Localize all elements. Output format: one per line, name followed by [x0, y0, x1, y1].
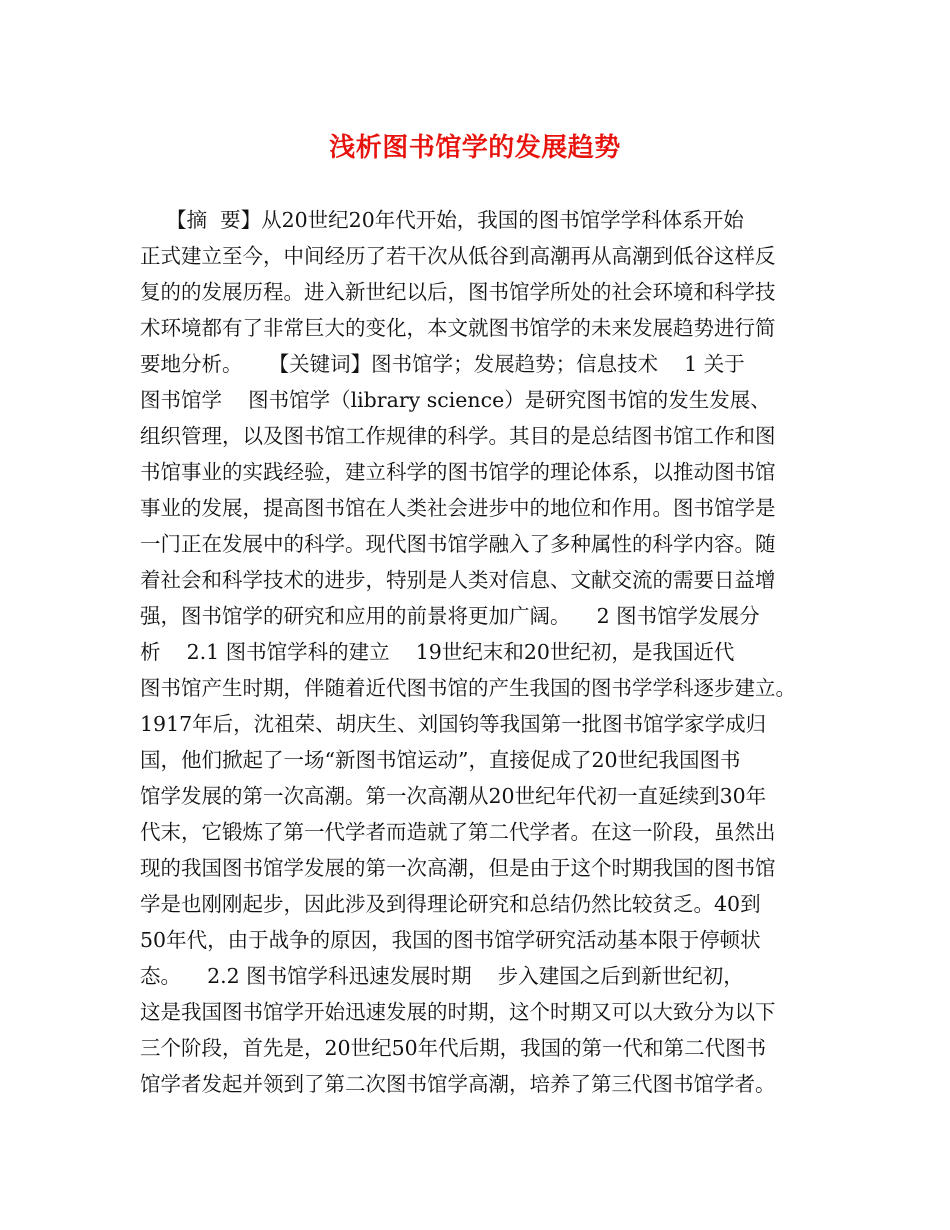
body-line: 馆学发展的第一次高潮。第一次高潮从20世纪年代初一直延续到30年 [140, 784, 767, 808]
body-line: 要地分析。 【关键词】图书馆学；发展趋势；信息技术 1 关于 [140, 352, 745, 376]
body-line: 析 2.1 图书馆学科的建立 19世纪末和20世纪初，是我国近代 [140, 640, 735, 664]
body-line: 1917年后，沈祖荣、胡庆生、刘国钧等我国第一批图书馆学家学成归 [140, 712, 767, 736]
body-line: 组织管理，以及图书馆工作规律的科学。其目的是总结图书馆工作和图 [140, 424, 776, 448]
body-line: 书馆事业的实践经验，建立科学的图书馆学的理论体系，以推动图书馆 [140, 460, 776, 484]
body-line: 【摘 要】从20世纪20年代开始，我国的图书馆学学科体系开始 [140, 208, 744, 232]
body-line: 复的的发展历程。进入新世纪以后，图书馆学所处的社会环境和科学技 [140, 280, 776, 304]
body-line: 三个阶段，首先是，20世纪50年代后期，我国的第一代和第二代图书 [140, 1036, 767, 1060]
body-line: 着社会和科学技术的进步，特别是人类对信息、文献交流的需要日益增 [140, 568, 776, 592]
body-line: 态。 2.2 图书馆学科迅速发展时期 步入建国之后到新世纪初， [140, 964, 744, 988]
body-line: 现的我国图书馆学发展的第一次高潮，但是由于这个时期我国的图书馆 [140, 856, 776, 880]
body-line: 代末，它锻炼了第一代学者而造就了第二代学者。在这一阶段，虽然出 [140, 820, 776, 844]
body-line: 事业的发展，提高图书馆在人类社会进步中的地位和作用。图书馆学是 [140, 496, 776, 520]
body-line: 图书馆产生时期，伴随着近代图书馆的产生我国的图书学学科逐步建立。 [140, 676, 796, 700]
document-body [140, 202, 830, 1102]
body-line: 50年代，由于战争的原因，我国的图书馆学研究活动基本限于停顿状 [140, 928, 761, 952]
body-line: 馆学者发起并领到了第二次图书馆学高潮，培养了第三代图书馆学者。 [140, 1072, 776, 1096]
body-line: 图书馆学 图书馆学（library science）是研究图书馆的发生发展、 [140, 388, 771, 412]
document-title: 浅析图书馆学的发展趋势 [329, 133, 621, 163]
body-line: 强，图书馆学的研究和应用的前景将更加广阔。 2 图书馆学发展分 [140, 604, 760, 628]
body-line: 术环境都有了非常巨大的变化，本文就图书馆学的未来发展趋势进行简 [140, 316, 776, 340]
body-line: 学是也刚刚起步，因此涉及到得理论研究和总结仍然比较贫乏。40到 [140, 892, 761, 916]
body-line: 正式建立至今，中间经历了若干次从低谷到高潮再从高潮到低谷这样反 [140, 244, 776, 268]
body-line: 这是我国图书馆学开始迅速发展的时期，这个时期又可以大致分为以下 [140, 1000, 776, 1024]
body-line: 一门正在发展中的科学。现代图书馆学融入了多种属性的科学内容。随 [140, 532, 776, 556]
body-line: 国，他们掀起了一场“新图书馆运动”，直接促成了20世纪我国图书 [140, 748, 741, 772]
